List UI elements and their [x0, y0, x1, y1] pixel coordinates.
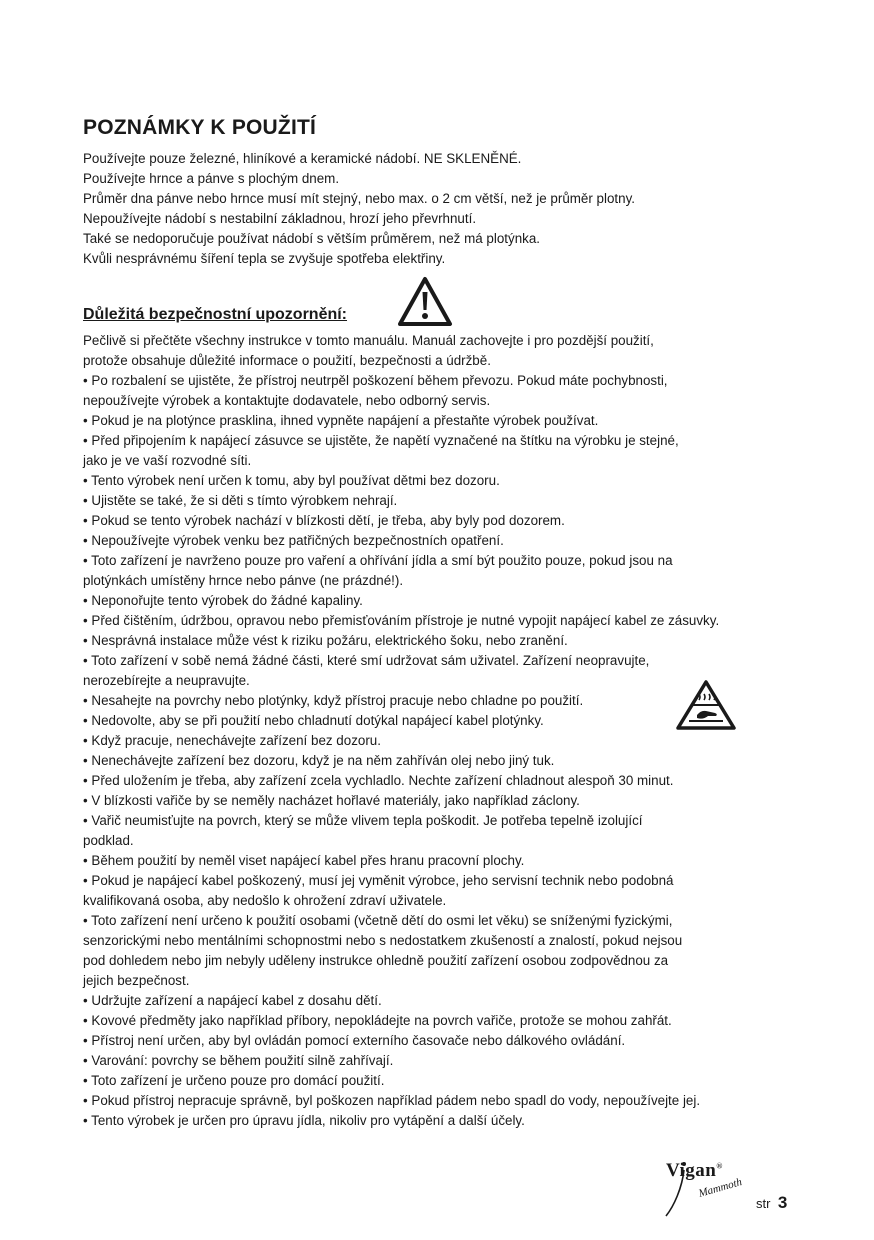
- safety-line: Pečlivě si přečtěte všechny instrukce v tomto manuálu. Manuál zachovejte i pro pozdější použití,: [83, 333, 654, 348]
- safety-line: • Udržujte zařízení a napájecí kabel z dosahu dětí.: [83, 993, 382, 1008]
- safety-line: podklad.: [83, 833, 134, 848]
- safety-line: • Neponořujte tento výrobek do žádné kapaliny.: [83, 593, 363, 608]
- safety-line: • Toto zařízení je určeno pouze pro domácí použití.: [83, 1073, 385, 1088]
- safety-line: protože obsahuje důležité informace o použití, bezpečnosti a údržbě.: [83, 353, 491, 368]
- brand-logo: [660, 1158, 760, 1220]
- safety-line: • Tento výrobek není určen k tomu, aby byl používat dětmi bez dozoru.: [83, 473, 500, 488]
- safety-line: nerozebírejte a neupravujte.: [83, 673, 250, 688]
- safety-line: • Během použití by neměl viset napájecí kabel přes hranu pracovní plochy.: [83, 853, 525, 868]
- usage-note: Používejte pouze železné, hliníkové a keramické nádobí. NE SKLENĚNÉ.: [83, 151, 522, 166]
- safety-line: • Když pracuje, nenechávejte zařízení bez dozoru.: [83, 733, 381, 748]
- logo-subbrand: Mammoth: [697, 1176, 744, 1200]
- safety-line: • Nenechávejte zařízení bez dozoru, když je na něm zahříván olej nebo jiný tuk.: [83, 753, 555, 768]
- safety-line: • Pokud je napájecí kabel poškozený, musí jej vyměnit výrobce, jeho servisní technik nebo podobná: [83, 873, 674, 888]
- safety-line: • Pokud přístroj nepracuje správně, byl poškozen například pádem nebo spadl do vody, nepoužívejte jej.: [83, 1093, 701, 1108]
- safety-line: • Přístroj není určen, aby byl ovládán pomocí externího časovače nebo dálkového ovládání.: [83, 1033, 626, 1048]
- safety-line: • Před uložením je třeba, aby zařízení zcela vychladlo. Nechte zařízení chladnout alespoň 30 minut.: [83, 773, 674, 788]
- hot-surface-icon: [675, 679, 737, 731]
- page-title: POZNÁMKY K POUŽITÍ: [83, 116, 317, 139]
- usage-note: Také se nedoporučuje používat nádobí s větším průměrem, než má plotýnka.: [83, 231, 541, 246]
- safety-line: jako je ve vaší rozvodné síti.: [83, 453, 252, 468]
- logo-brand: Vigan®: [666, 1160, 723, 1181]
- safety-line: • Nedovolte, aby se při použití nebo chladnutí dotýkal napájecí kabel plotýnky.: [83, 713, 544, 728]
- safety-line: • Po rozbalení se ujistěte, že přístroj neutrpěl poškození během převozu. Pokud máte pochybnosti,: [83, 373, 668, 388]
- safety-line: • Nepoužívejte výrobek venku bez patřičných bezpečnostních opatření.: [83, 533, 504, 548]
- safety-line: • V blízkosti vařiče by se neměly nacházet hořlavé materiály, jako například záclony.: [83, 793, 580, 808]
- safety-line: • Před čištěním, údržbou, opravou nebo přemisťováním přístroje je nutné vypojit napájecí kabel ze zásuvky.: [83, 613, 720, 628]
- warning-triangle-icon: [397, 276, 453, 328]
- safety-line: • Pokud je na plotýnce prasklina, ihned vypněte napájení a přestaňte výrobek používat.: [83, 413, 599, 428]
- usage-note: Průměr dna pánve nebo hrnce musí mít stejný, nebo max. o 2 cm větší, než je průměr plotny.: [83, 191, 636, 206]
- safety-line: • Toto zařízení není určeno k použití osobami (včetně dětí do osmi let věku) se sníženými fyzickými,: [83, 913, 673, 928]
- safety-line: • Před připojením k napájecí zásuvce se ujistěte, že napětí vyznačené na štítku na výrobku je stejné,: [83, 433, 679, 448]
- safety-line: • Toto zařízení je navrženo pouze pro vaření a ohřívání jídla a smí být použito pouze, pokud jsou na: [83, 553, 673, 568]
- usage-note: Kvůli nesprávnému šíření tepla se zvyšuje spotřeba elektřiny.: [83, 251, 446, 266]
- safety-line: nepoužívejte výrobek a kontaktujte dodavatele, nebo odborný servis.: [83, 393, 491, 408]
- safety-line: • Kovové předměty jako například příbory, nepokládejte na povrch vařiče, protože se mohou zahřát.: [83, 1013, 672, 1028]
- safety-line: • Ujistěte se také, že si děti s tímto výrobkem nehrají.: [83, 493, 398, 508]
- safety-line: plotýnkách umístěny hrnce nebo pánve (ne prázdné!).: [83, 573, 404, 588]
- page-number-value: 3: [777, 1193, 788, 1212]
- safety-line: • Toto zařízení v sobě nemá žádné části, které smí udržovat sám uživatel. Zařízení neopravujte,: [83, 653, 650, 668]
- usage-note: Používejte hrnce a pánve s plochým dnem.: [83, 171, 340, 186]
- safety-line: • Nesahejte na povrchy nebo plotýnky, když přístroj pracuje nebo chladne po použití.: [83, 693, 584, 708]
- safety-line: jejich bezpečnost.: [83, 973, 190, 988]
- safety-line: • Tento výrobek je určen pro úpravu jídla, nikoliv pro vytápění a další účely.: [83, 1113, 525, 1128]
- safety-line: kvalifikovaná osoba, aby nedošlo k ohrožení zdraví uživatele.: [83, 893, 447, 908]
- page-label: str: [756, 1196, 771, 1211]
- safety-line: • Nesprávná instalace může vést k riziku požáru, elektrického šoku, nebo zranění.: [83, 633, 568, 648]
- safety-line: • Pokud se tento výrobek nachází v blízkosti dětí, je třeba, aby byly pod dozorem.: [83, 513, 565, 528]
- usage-notes: [83, 149, 803, 269]
- safety-line: • Vařič neumisťujte na povrch, který se může vlivem tepla poškodit. Je potřeba tepelně izolující: [83, 813, 643, 828]
- usage-note: Nepoužívejte nádobí s nestabilní základnou, hrozí jeho převrhnutí.: [83, 211, 477, 226]
- page-number: [756, 1193, 787, 1213]
- safety-heading: Důležitá bezpečnostní upozornění:: [83, 306, 348, 323]
- safety-list: [83, 331, 803, 1131]
- safety-line: • Varování: povrchy se během použití silně zahřívají.: [83, 1053, 394, 1068]
- safety-line: senzorickými nebo mentálními schopnostmi nebo s nedostatkem zkušeností a znalostí, pokud nejsou: [83, 933, 683, 948]
- safety-line: pod dohledem nebo jim nebyly uděleny instrukce ohledně použití zařízení osobou zodpovědnou za: [83, 953, 669, 968]
